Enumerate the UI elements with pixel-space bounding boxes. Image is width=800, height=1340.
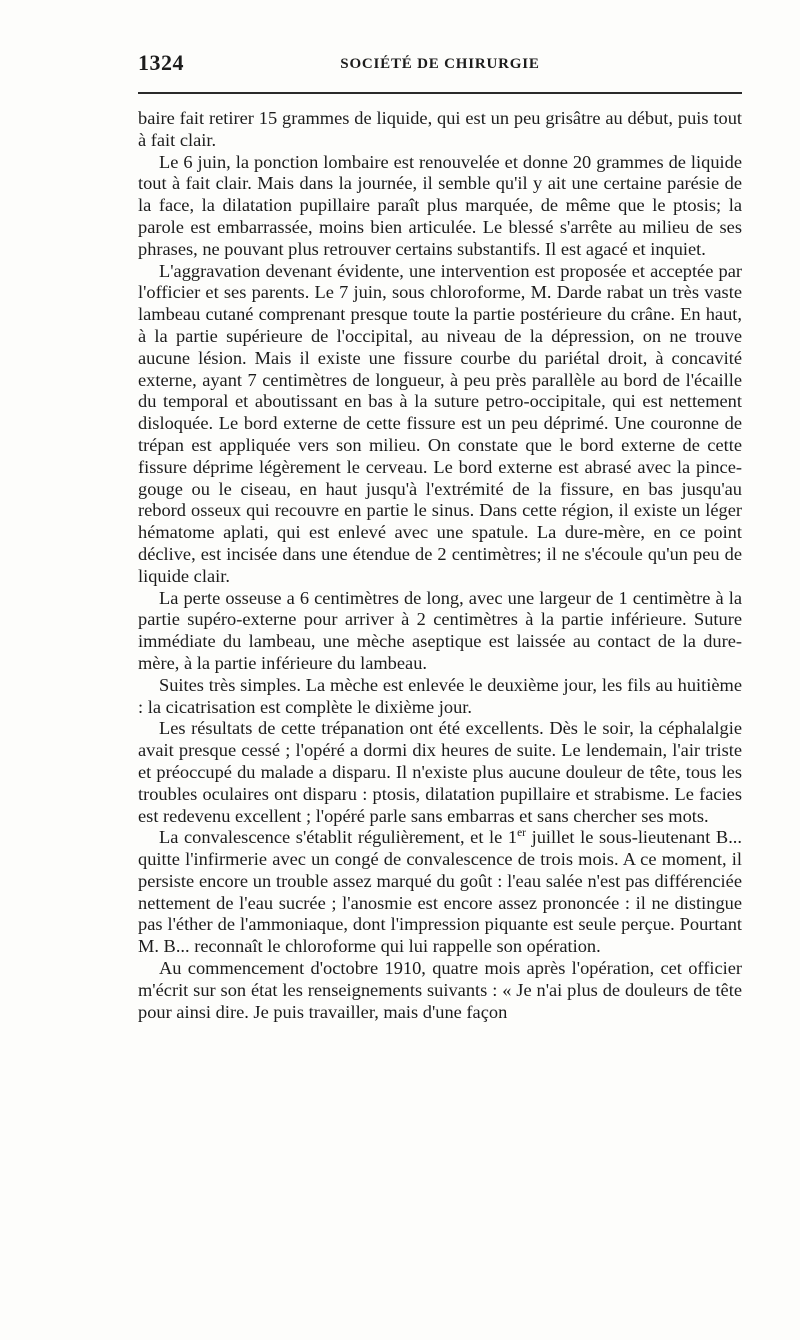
paragraph-convalescence-intro: La convalescence s'établit régulièrement, et le 1	[159, 827, 518, 848]
page-number: 1324	[138, 50, 184, 75]
journal-title: SOCIÉTÉ DE CHIRURGIE	[340, 56, 540, 72]
running-head	[138, 50, 742, 80]
paragraph: baire fait retirer 15 grammes de liquide, qui est un peu grisâtre au début, puis tout à fait clair.	[138, 108, 742, 150]
paragraph: Le 6 juin, la ponction lombaire est renouvelée et donne 20 grammes de liquide tout à fait clair. Mais dans la journée, il semble qu'il y ait une certaine parésie de la face, la dilatation pupillaire paraît plus marquée, de même que le ptosis; la parole est embarrassée, moins bien articulée. Le blessé s'arrête au milieu de ses phrases, ne pouvant plus retrouver certains substantifs. Il est agacé et inquiet.	[138, 151, 742, 259]
header-rule	[138, 92, 742, 94]
paragraph: Suites très simples. La mèche est enlevée le deuxième jour, les fils au huitième : la cicatrisation est complète le dixième jour.	[138, 674, 742, 717]
paragraph-convalescence	[138, 827, 742, 958]
paragraph: Au commencement d'octobre 1910, quatre mois après l'opération, cet officier m'écrit sur son état les renseignements suivants : « Je n'ai plus de douleurs de tête pour ainsi dire. Je puis travailler, mais d'une façon	[138, 958, 742, 1022]
paragraph: La perte osseuse a 6 centimètres de long, avec une largeur de 1 centimètre à la partie supéro-externe pour arriver à 2 centimètres à la partie inférieure. Suture immédiate du lambeau, une mèche aseptique est laissée au contact de la dure-mère, à la partie inférieure du lambeau.	[138, 587, 742, 673]
superscript-er: er	[517, 827, 526, 840]
paragraph: L'aggravation devenant évidente, une intervention est proposée et acceptée par l'officier et ses parents. Le 7 juin, sous chloroforme, M. Darde rabat un très vaste lambeau cutané comprenant presque toute la partie postérieure du crâne. En haut, à la partie supérieure de l'occipital, au niveau de la dépression, on ne trouve aucune lésion. Mais il existe une fissure courbe du pariétal droit, à concavité externe, ayant 7 centimètres de longueur, à peu près parallèle au bord de l'écaille du temporal et aboutissant en bas à la suture petro-occipitale, qui est nettement disloquée. Le bord externe de cette fissure est un peu déprimé. Une couronne de trépan est appliquée vers son milieu. On constate que le bord externe de cette fissure déprime légèrement le cerveau. Le bord externe est abrasé avec la pince-gouge ou le ciseau, en haut jusqu'à l'extrémité de la fissure, en bas jusqu'au rebord osseux qui recouvre en partie le sinus. Dans cette région, il existe un léger hématome aplati, qui est enlevé avec une spatule. La dure-mère, en ce point déclive, est incisée dans une étendue de 2 centimètres; il ne s'écoule qu'un peu de liquide clair.	[138, 260, 742, 586]
body-text	[138, 108, 742, 1023]
paragraph-convalescence-rest: juillet le sous-lieutenant B... quitte l'infirmerie avec un congé de convalescence de trois mois. A ce moment, il persiste encore un trouble assez marqué du goût : l'eau salée n'est pas différenciée nettement de l'eau sucrée ; l'anosmie est encore assez prononcée : il ne distingue pas l'éther de l'ammoniaque, dont l'impression piquante est seule perçue. Pourtant M. B... reconnaît le chloroforme qui lui rappelle son opération.	[138, 827, 742, 957]
paragraph: Les résultats de cette trépanation ont été excellents. Dès le soir, la céphalalgie avait presque cessé ; l'opéré a dormi dix heures de suite. Le lendemain, l'air triste et préoccupé du malade a disparu. Il n'existe plus aucune douleur de tête, tous les troubles oculaires ont disparu : ptosis, dilatation pupillaire et strabisme. Le facies est redevenu excellent ; l'opéré parle sans embarras et sans chercher ses mots.	[138, 718, 742, 826]
